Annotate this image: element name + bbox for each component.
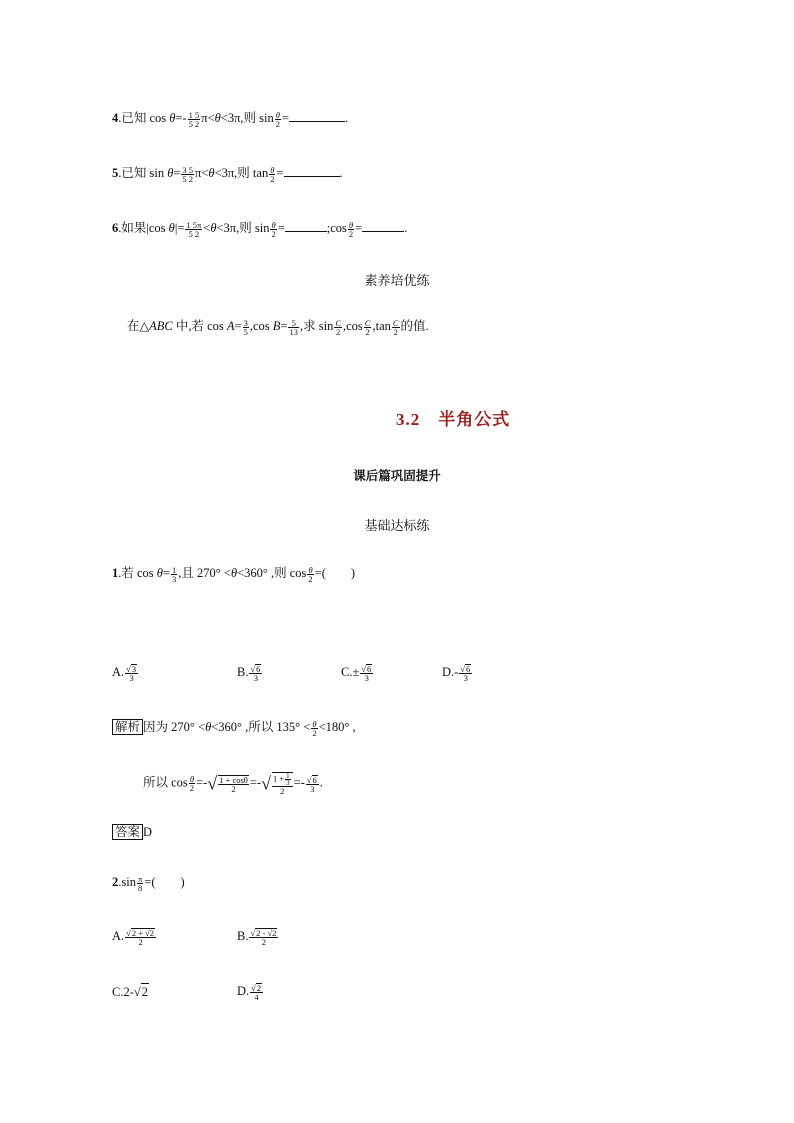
question-text: ,且 270° < bbox=[178, 566, 231, 580]
equals: = bbox=[282, 111, 290, 125]
radicand: 6 bbox=[466, 664, 471, 675]
question-text: 在△ bbox=[127, 319, 150, 333]
numerator: θ bbox=[275, 109, 280, 120]
fraction bbox=[272, 772, 293, 795]
option-label: C. bbox=[341, 665, 353, 679]
analysis-line-2 bbox=[143, 772, 323, 795]
fraction bbox=[311, 720, 317, 737]
numerator: √2 bbox=[251, 983, 262, 994]
denominator: 2 bbox=[393, 326, 398, 337]
theta-symbol: θ bbox=[205, 720, 212, 734]
numerator: 3 bbox=[243, 317, 248, 328]
question-text: ,cos bbox=[249, 319, 273, 333]
numerator: √6 bbox=[361, 664, 372, 675]
fraction bbox=[360, 664, 373, 682]
analysis-text: <180° , bbox=[318, 720, 356, 734]
denominator: 2 bbox=[218, 784, 249, 793]
radicand: 2 bbox=[256, 983, 262, 994]
question-number: 4 bbox=[112, 111, 119, 125]
variable-b: B bbox=[272, 319, 281, 333]
analysis-tag: 解析 bbox=[112, 719, 143, 735]
denominator: 2 bbox=[275, 118, 280, 129]
equals: = bbox=[234, 319, 242, 333]
question-text: ,求 sin bbox=[299, 319, 334, 333]
equals: = bbox=[277, 221, 285, 235]
numerator: C bbox=[392, 317, 399, 328]
fraction bbox=[185, 221, 202, 238]
sqrt-sign: √ bbox=[207, 773, 218, 794]
radicand: 2 - √2 bbox=[256, 928, 277, 939]
fraction bbox=[189, 775, 195, 792]
fraction bbox=[288, 319, 299, 336]
denominator: 5 2 bbox=[185, 229, 202, 238]
q2-option-a[interactable] bbox=[112, 928, 157, 946]
option-label: A. bbox=[112, 929, 125, 943]
radicand: 6 bbox=[256, 664, 261, 675]
numerator: θ bbox=[308, 564, 313, 575]
denominator: 2 bbox=[270, 173, 275, 184]
fraction bbox=[250, 983, 263, 1001]
theta-symbol: θ bbox=[167, 166, 174, 180]
theta-symbol: θ bbox=[169, 111, 176, 125]
question-number: 1 bbox=[112, 566, 119, 580]
fraction bbox=[125, 928, 156, 946]
fraction bbox=[171, 566, 177, 583]
fraction bbox=[275, 111, 281, 128]
question-text: ,cos bbox=[343, 319, 363, 333]
fraction bbox=[249, 664, 262, 682]
denominator: 3 bbox=[249, 673, 262, 682]
denominator: 2 bbox=[312, 727, 317, 738]
numerator bbox=[272, 772, 293, 786]
question-text: 的值. bbox=[400, 319, 429, 333]
question-text: <3π,则 tan bbox=[214, 166, 269, 180]
numerator: √6 bbox=[250, 664, 261, 675]
chapter-title: 3.2 半角公式 bbox=[396, 410, 511, 429]
question-text: .若 cos bbox=[118, 566, 157, 580]
period: . bbox=[345, 111, 349, 125]
theta-symbol: θ bbox=[208, 166, 215, 180]
question-number: 5 bbox=[112, 166, 119, 180]
answer-blank[interactable] bbox=[284, 165, 340, 177]
subtitle: 课后篇巩固提升 bbox=[353, 468, 441, 483]
denominator: 2 bbox=[365, 326, 370, 337]
numerator: 5 bbox=[291, 317, 296, 328]
period: . bbox=[319, 775, 323, 790]
numerator: 3 5 bbox=[182, 164, 194, 175]
question-text: =( ) bbox=[144, 875, 185, 889]
equals: = bbox=[173, 166, 181, 180]
denominator: 2 bbox=[271, 228, 276, 239]
numerator: C bbox=[364, 317, 371, 328]
denominator: 3 bbox=[360, 673, 373, 682]
numerator: θ bbox=[189, 774, 195, 784]
fraction bbox=[125, 664, 138, 682]
less-than: < bbox=[203, 221, 211, 235]
fraction bbox=[137, 875, 143, 892]
question-text: .已知 sin bbox=[118, 166, 168, 180]
denominator: 5 bbox=[243, 326, 248, 337]
fraction bbox=[364, 319, 372, 336]
option-label: D.- bbox=[442, 665, 459, 679]
fraction bbox=[188, 111, 201, 128]
equals: |= bbox=[174, 221, 185, 235]
option-d[interactable] bbox=[442, 664, 473, 682]
denominator: 5 2 bbox=[188, 118, 200, 129]
denominator: 2 bbox=[348, 228, 354, 239]
radicand: 2 bbox=[141, 985, 148, 999]
q2-option-d[interactable] bbox=[237, 983, 264, 1001]
answer-line bbox=[112, 824, 152, 840]
option-c[interactable] bbox=[341, 664, 374, 682]
numerator: 1 5π bbox=[186, 219, 202, 230]
numerator: θ bbox=[312, 718, 317, 729]
option-label: B. bbox=[237, 929, 249, 943]
pi-text: π< bbox=[195, 166, 209, 180]
denominator: 2 bbox=[272, 786, 293, 795]
denominator: 2 bbox=[189, 783, 195, 793]
plus-minus: ± bbox=[352, 665, 360, 679]
numerator: θ bbox=[270, 164, 275, 175]
theta-symbol: θ bbox=[230, 566, 238, 580]
numerator: π bbox=[137, 873, 143, 884]
denominator: 2 bbox=[308, 573, 313, 584]
fraction bbox=[459, 664, 472, 682]
answer-blank[interactable] bbox=[285, 220, 327, 232]
answer-tag: 答案 bbox=[112, 824, 143, 840]
analysis-text: 所以 cos bbox=[143, 775, 188, 790]
radicand: 2 + √2 bbox=[131, 928, 155, 939]
question-5 bbox=[112, 165, 343, 183]
denominator: 5 2 bbox=[182, 173, 194, 184]
answer-value: D bbox=[143, 825, 153, 839]
question-text: .如果|cos bbox=[118, 221, 169, 235]
theta-symbol: θ bbox=[156, 566, 163, 580]
equals: = bbox=[276, 166, 284, 180]
denominator: 3 bbox=[306, 784, 319, 793]
answer-blank[interactable] bbox=[289, 110, 345, 122]
question-number: 2 bbox=[112, 875, 119, 889]
numerator: √2 - √2 bbox=[250, 928, 277, 939]
numerator: θ bbox=[348, 219, 354, 230]
analysis-text: 因为 270° < bbox=[143, 720, 206, 734]
radicand: 3 bbox=[131, 664, 137, 675]
option-label: B. bbox=[237, 665, 249, 679]
fraction bbox=[392, 319, 400, 336]
fraction bbox=[181, 166, 194, 183]
denominator: 2 bbox=[125, 937, 156, 946]
q2-option-c[interactable]: C.2-√2 bbox=[112, 985, 148, 999]
radicand: 6 bbox=[312, 774, 317, 785]
denominator: 2 bbox=[249, 937, 278, 946]
question-4 bbox=[112, 110, 348, 128]
numerator: √2 + √2 bbox=[126, 928, 155, 939]
option-label: A. bbox=[112, 665, 125, 679]
option-label: C.2- bbox=[112, 985, 134, 999]
question-1 bbox=[112, 565, 355, 583]
numerator: 1 bbox=[286, 772, 290, 780]
section-heading-jichu: 基础达标练 bbox=[364, 519, 430, 534]
period: . bbox=[404, 221, 408, 235]
equals: = bbox=[280, 319, 288, 333]
analysis-text: =- bbox=[196, 775, 208, 790]
fraction bbox=[285, 773, 291, 786]
denominator: 3 bbox=[286, 779, 290, 787]
period: . bbox=[339, 166, 343, 180]
fraction bbox=[306, 775, 319, 793]
numerator: 1 bbox=[172, 564, 177, 575]
theta-symbol: θ bbox=[210, 221, 217, 235]
theta-symbol: θ bbox=[214, 111, 221, 125]
theta-symbol: θ bbox=[168, 221, 175, 235]
extra-question bbox=[127, 318, 429, 336]
denominator: 3 bbox=[459, 673, 472, 682]
question-text: 中,若 cos bbox=[172, 319, 227, 333]
denominator: 2 bbox=[336, 326, 341, 337]
equals: = bbox=[162, 566, 170, 580]
denominator: 3 bbox=[125, 673, 138, 682]
numerator: √6 bbox=[306, 774, 317, 785]
question-6 bbox=[112, 220, 407, 238]
question-text: ;cos bbox=[326, 221, 347, 235]
fraction bbox=[348, 221, 354, 238]
equals: =- bbox=[175, 111, 187, 125]
numerator: √3 bbox=[126, 664, 137, 675]
question-text: =( ) bbox=[314, 566, 356, 580]
question-text: <360° ,则 cos bbox=[237, 566, 307, 580]
denominator: 4 bbox=[250, 992, 263, 1001]
question-text: ,tan bbox=[372, 319, 391, 333]
numerator: θ bbox=[271, 219, 276, 230]
analysis-text: =- bbox=[293, 775, 305, 790]
question-2 bbox=[112, 874, 185, 892]
fraction bbox=[269, 166, 275, 183]
radicand: 6 bbox=[367, 664, 372, 675]
question-text: .sin bbox=[118, 875, 136, 889]
fraction bbox=[218, 775, 249, 793]
numerator: 1 + cosθ bbox=[219, 774, 248, 785]
option-label: D. bbox=[237, 984, 250, 998]
q2-option-b[interactable] bbox=[237, 928, 279, 946]
sqrt-sign: √ bbox=[261, 773, 271, 794]
analysis-text: =- bbox=[249, 775, 262, 790]
triangle-name: ABC bbox=[149, 319, 173, 333]
fraction bbox=[334, 319, 342, 336]
numerator: C bbox=[335, 317, 341, 328]
equals: = bbox=[355, 221, 363, 235]
question-number: 6 bbox=[112, 221, 119, 235]
option-a[interactable] bbox=[112, 664, 139, 682]
numerator: √6 bbox=[460, 664, 471, 675]
answer-blank[interactable] bbox=[362, 220, 404, 232]
denominator: 13 bbox=[289, 326, 298, 337]
fraction bbox=[270, 221, 276, 238]
fraction bbox=[243, 319, 249, 336]
fraction bbox=[307, 566, 313, 583]
fraction bbox=[249, 928, 278, 946]
numerator: 1 5 bbox=[188, 109, 200, 120]
section-heading-youxiu: 素养培优练 bbox=[364, 274, 430, 289]
radicand-text: 1 + bbox=[272, 773, 285, 784]
question-text: .已知 cos bbox=[118, 111, 170, 125]
analysis-line-1 bbox=[112, 719, 356, 737]
pi-text: π< bbox=[201, 111, 215, 125]
denominator: 8 bbox=[137, 882, 143, 893]
question-text: <3π,则 sin bbox=[220, 111, 274, 125]
question-text: <3π,则 sin bbox=[216, 221, 270, 235]
denominator: 3 bbox=[172, 573, 177, 584]
variable-a: A bbox=[226, 319, 235, 333]
analysis-text: <360° ,所以 135° < bbox=[211, 720, 311, 734]
option-b[interactable] bbox=[237, 664, 263, 682]
